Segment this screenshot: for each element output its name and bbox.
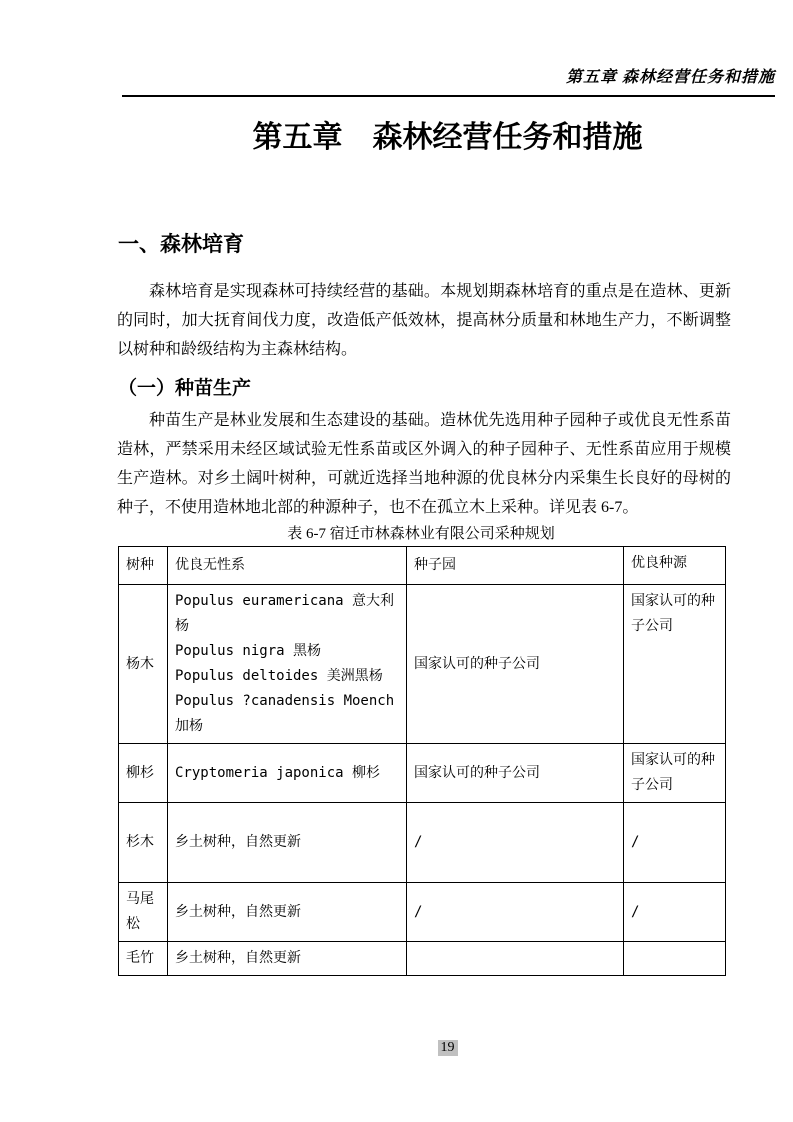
chapter-title: 第五章 森林经营任务和措施 (252, 121, 643, 154)
table-header-cell: 优良无性系 (168, 547, 407, 585)
cell-provenance: 国家认可的种子公司 (624, 744, 726, 803)
cell-clones (168, 585, 407, 744)
cell-species: 杨木 (119, 585, 168, 744)
cell-species: 柳杉 (119, 744, 168, 803)
table-row (119, 585, 726, 744)
subsection-paragraph: 种苗生产是林业发展和生态建设的基础。造林优先选用种子园种子或优良无性系苗造林，严禁采用未经区域试验无性系苗或区外调入的种子园种子、无性系苗应用于规模生产造林。对乡土阔叶树种，可就近选择当地种源的优良林分内采集生长良好的母树的种子，不使用造林地北部的种源种子，也不在孤立木上采种。详见表 6-7。 (117, 412, 731, 516)
table-row (119, 942, 726, 976)
cell-clones (168, 942, 407, 976)
seed-collection-table (118, 546, 726, 976)
cell-seed-orchard: / (407, 803, 624, 883)
subsection-heading: （一）种苗生产 (118, 378, 252, 399)
running-header: 第五章 森林经营任务和措施 (565, 69, 775, 86)
table-caption: 表 6-7 宿迁市林森林业有限公司采种规划 (287, 526, 555, 542)
clone-line: 乡土树种，自然更新 (175, 903, 301, 920)
cell-species: 马尾松 (119, 883, 168, 942)
cell-species: 毛竹 (119, 942, 168, 976)
cell-clones (168, 883, 407, 942)
table-header-cell: 种子园 (407, 547, 624, 585)
table-row (119, 803, 726, 883)
clone-line: Populus ?canadensis Moench 加杨 (175, 693, 395, 734)
section-paragraph: 森林培育是实现森林可持续经营的基础。本规划期森林培育的重点是在造林、更新的同时，加大抚育间伐力度，改造低产低效林，提高林分质量和林地生产力，不断调整以树种和龄级结构为主森林结构。 (117, 283, 731, 358)
cell-provenance (624, 942, 726, 976)
clone-line: 乡土树种，自然更新 (175, 834, 301, 850)
cell-seed-orchard (407, 942, 624, 976)
table-row (119, 883, 726, 942)
clone-line: Populus nigra 黑杨 (175, 643, 322, 659)
clone-line: 乡土树种，自然更新 (175, 950, 301, 966)
cell-seed-orchard: / (407, 883, 624, 942)
cell-seed-orchard: 国家认可的种子公司 (407, 744, 624, 803)
cell-provenance: 国家认可的种子公司 (624, 585, 726, 744)
clone-line: Populus euramericana 意大利杨 (175, 593, 395, 634)
table-header-row (119, 547, 726, 585)
clone-line: Cryptomeria japonica 柳杉 (175, 764, 381, 781)
cell-clones (168, 803, 407, 883)
cell-provenance: / (624, 883, 726, 942)
table-header-cell: 优良种源 (624, 547, 726, 585)
table-row (119, 744, 726, 803)
cell-seed-orchard: 国家认可的种子公司 (407, 585, 624, 744)
clone-line: Populus deltoides 美洲黑杨 (175, 668, 383, 684)
page-number: 19 (438, 1040, 458, 1056)
page-footer (120, 1038, 775, 1056)
table-header-cell: 树种 (119, 547, 168, 585)
table-body (119, 585, 726, 976)
cell-clones (168, 744, 407, 803)
cell-provenance: / (624, 803, 726, 883)
cell-species: 杉木 (119, 803, 168, 883)
header-rule (122, 95, 775, 97)
section-heading: 一、森林培育 (118, 233, 244, 256)
